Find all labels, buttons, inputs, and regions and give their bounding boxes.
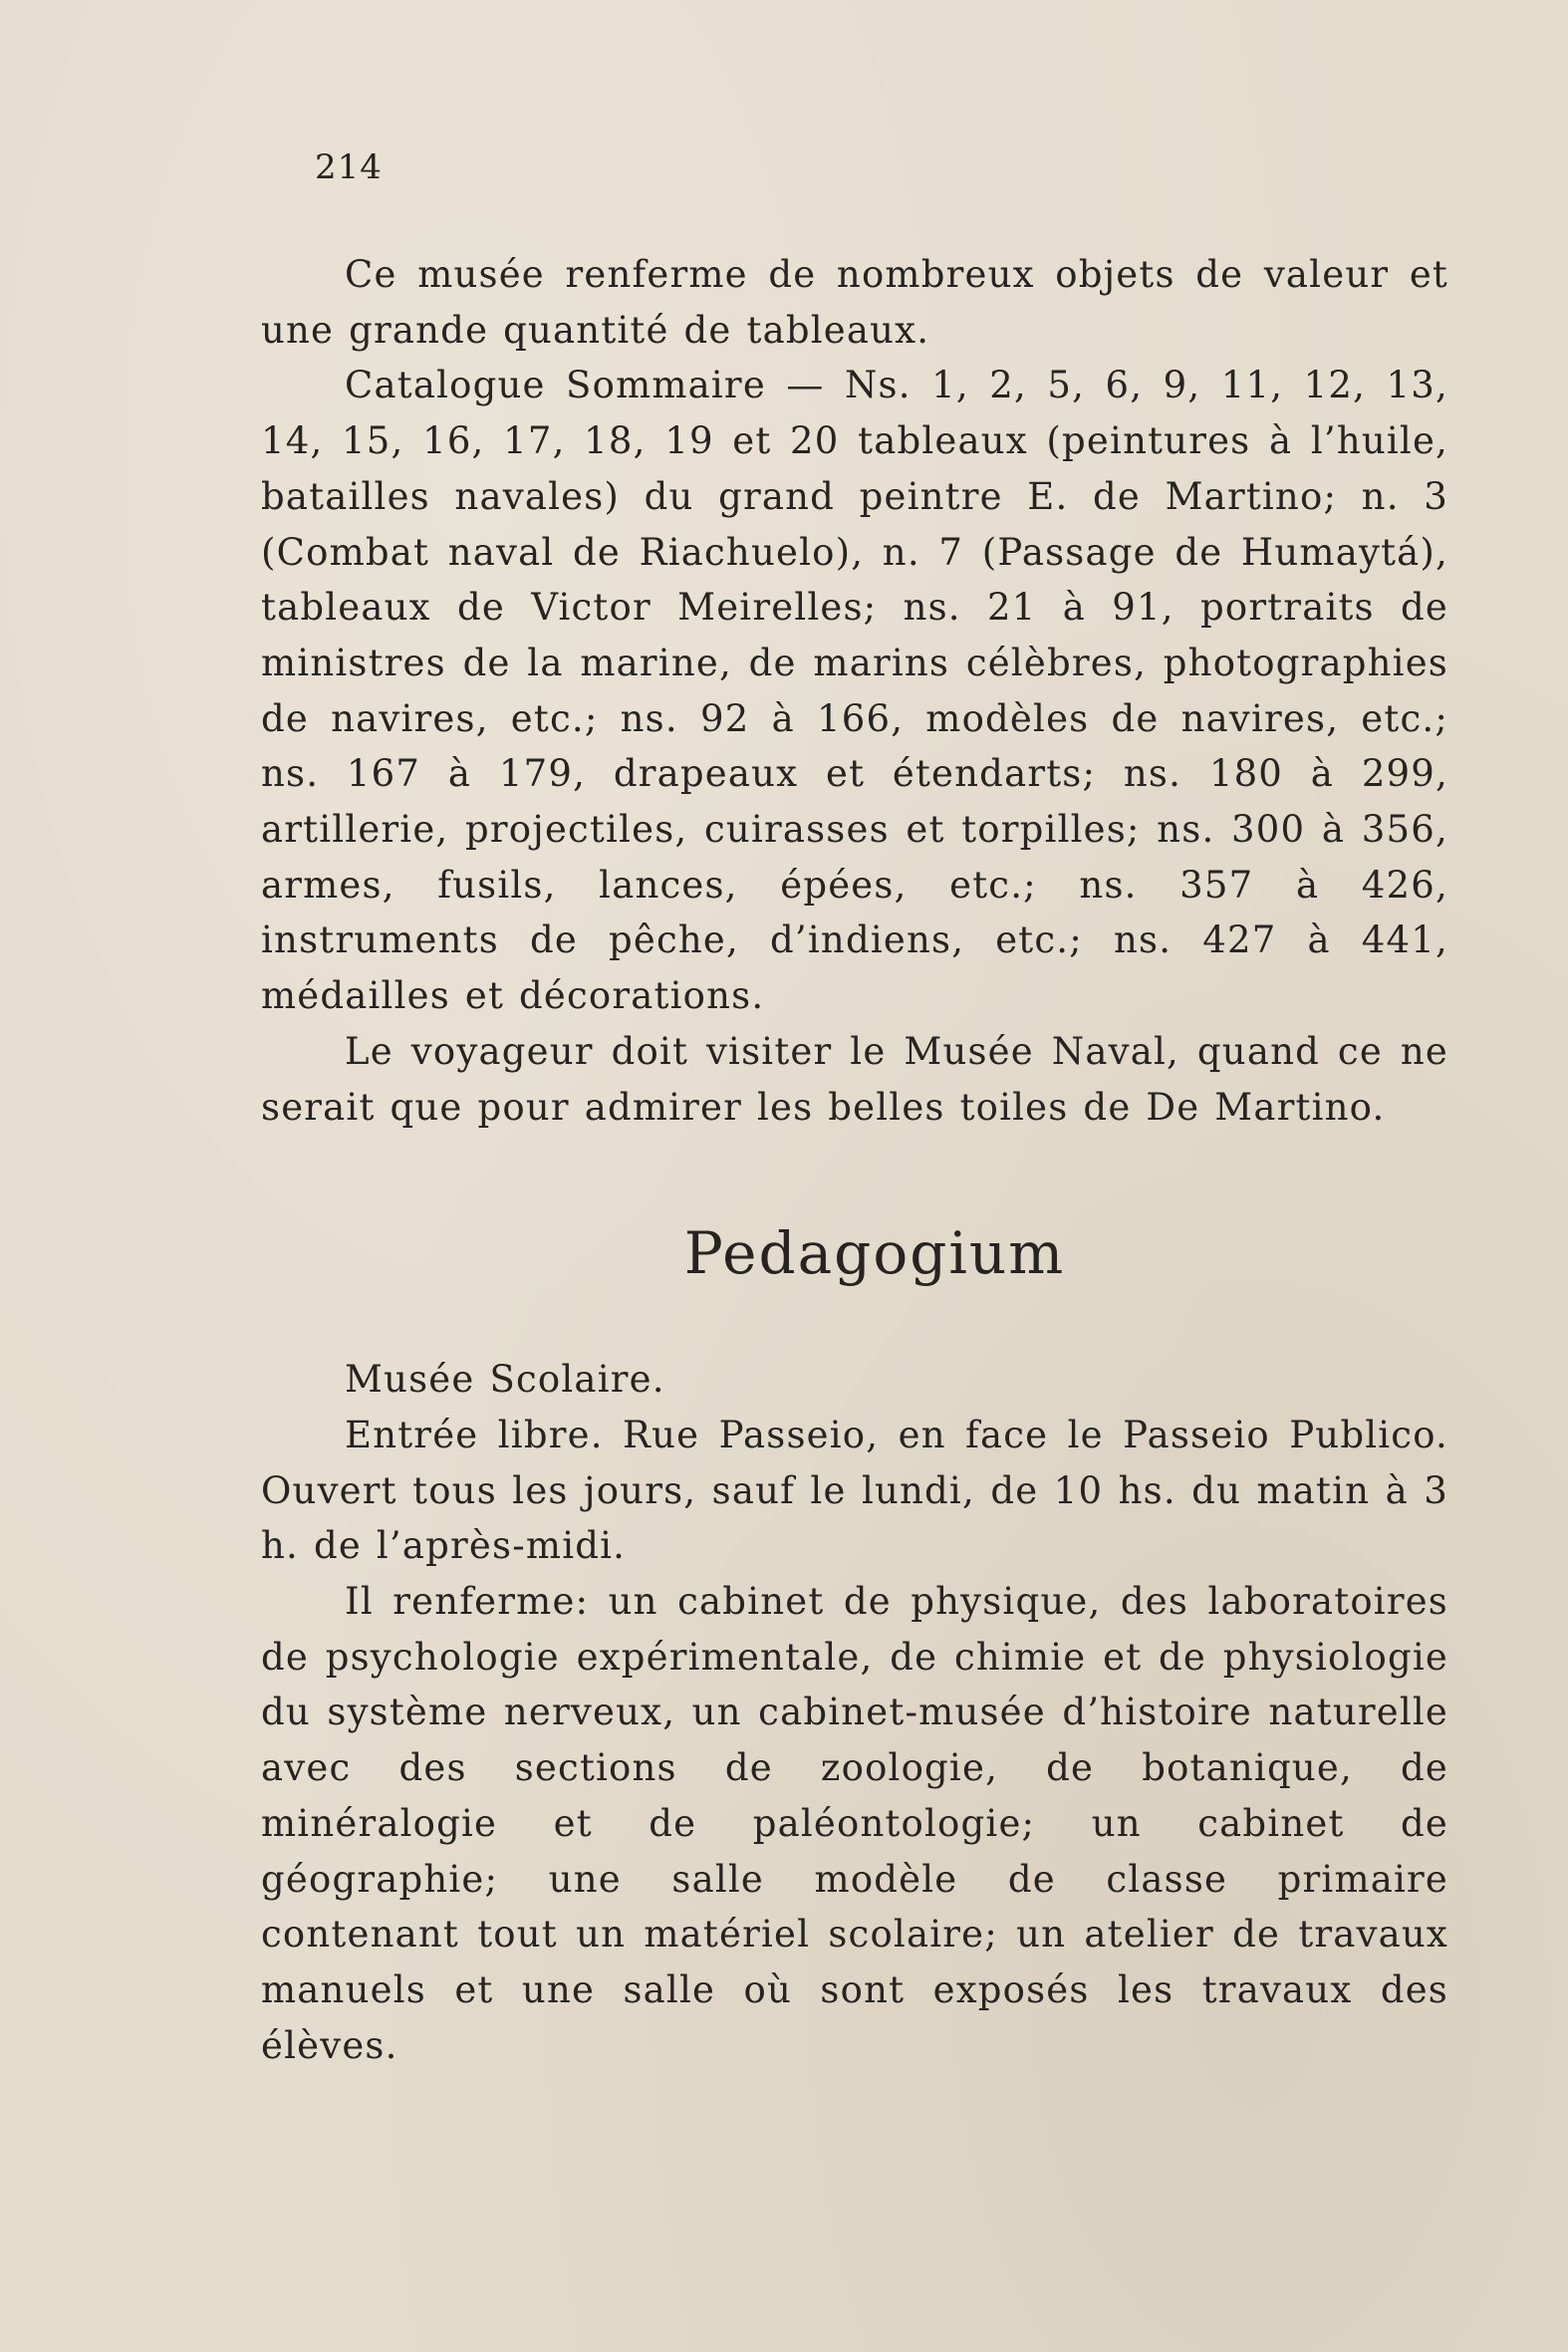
paragraph-visit-advice: Le voyageur doit visiter le Musée Naval, quand ce ne serait que pour admirer les belles toiles de De Martino. — [261, 1029, 1448, 1129]
paragraph-catalogue: Catalogue Sommaire — Ns. 1, 2, 5, 6, 9, 11, 12, 13, 14, 15, 16, 17, 18, 19 et 20 tableaux (peintures à l’huile, batailles navales) du grand peintre E. de Martino; n. 3 (Combat naval de Riachuelo), n. 7 (Passage de Humaytá), tableaux de Victor Meirelles; ns. 21 à 91, portraits de ministres de la marine, de marins célèbres, photographies de navires, etc.; ns. 92 à 166, modèles de navires, etc.; ns. 167 à 179, drapeaux et étendarts; ns. 180 à 299, artillerie, projectiles, cuirasses et torpilles; ns. 300 à 356, armes, fusils, lances, épées, etc.; ns. 357 à 426, instruments de pêche, d’indiens, etc.; ns. 427 à 441, médailles et décorations. — [261, 364, 1448, 1018]
paragraph-entry-hours: Entrée libre. Rue Passeio, en face le Passeio Publico. Ouvert tous les jours, sauf le lundi, de 10 hs. du matin à 3 h. de l’après-midi. — [261, 1413, 1448, 1568]
page-number: 214 — [315, 147, 383, 187]
text-body — [261, 247, 1448, 2073]
section-title: Pedagogium — [683, 1219, 1066, 1288]
paragraph-museum-intro: Ce musée renferme de nombreux objets de valeur et une grande quantité de tableaux. — [261, 253, 1448, 352]
paragraph-contents: Il renferme: un cabinet de physique, des laboratoires de psychologie expérimentale, de chimie et de physiologie du système nerveux, un cabinet-musée d’histoire naturelle avec des sections de zoologie, de botanique, de minéralogie et de paléontologie; un cabinet de géographie; une salle modèle de classe primaire contenant tout un matériel scolaire; un atelier de travaux manuels et une salle où sont exposés les travaux des élèves. — [261, 1580, 1448, 2067]
section-subtitle: Musée Scolaire. — [345, 1358, 665, 1402]
